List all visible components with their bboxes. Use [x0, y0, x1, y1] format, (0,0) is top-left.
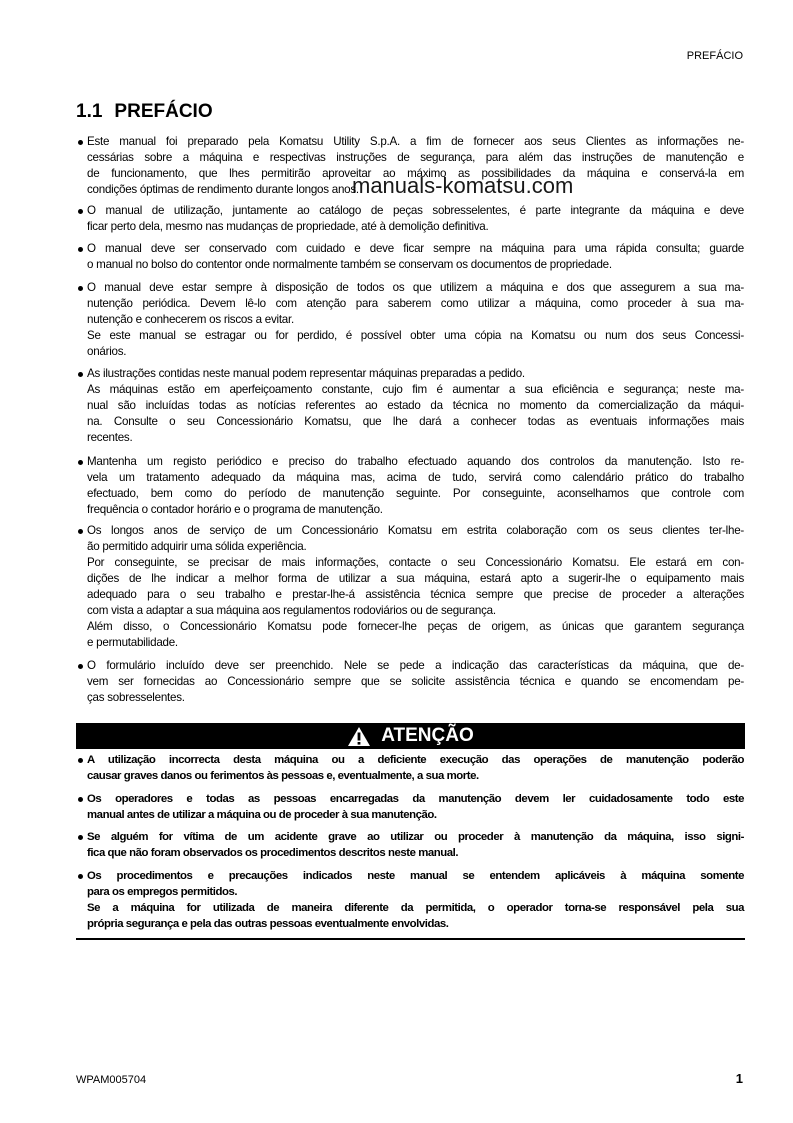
bullet-icon — [78, 209, 83, 214]
running-header: PREFÁCIO — [686, 50, 743, 62]
bullet-icon — [78, 460, 83, 465]
list-item — [78, 454, 744, 518]
text-line: própria segurança e pela das outras pessoas eventualmente envolvidas. — [87, 918, 449, 930]
list-item — [78, 280, 744, 360]
text-line: frequência o contador horário e o programa de manutenção. — [87, 503, 383, 516]
divider — [76, 938, 745, 940]
bullet-icon — [78, 247, 83, 252]
text-line: ficar perto dela, mesmo nas mudanças de propriedade, até à demolição definitiva. — [87, 220, 489, 233]
text-line: O manual deve ser conservado com cuidado e deve ficar sempre na máquina para uma rápida consulta; guarde — [87, 242, 744, 255]
bullet-icon — [78, 529, 83, 534]
section-title — [76, 101, 225, 123]
text-line: nual são incluídas todas as notícias referentes ao estado da técnica no momento da comercialização da máqui- — [87, 399, 744, 412]
text-line: dições de lhe indicar a melhor forma de utilizar a sua máquina, estará apto a sugerir-lhe o equipamento mais — [87, 572, 744, 585]
page-number: 1 — [735, 1071, 743, 1086]
text-line: ças sobresselentes. — [87, 691, 185, 704]
bullet-icon — [78, 835, 83, 840]
text-line: cessárias sobre a máquina e respectivas instruções de segurança, para além das instruções de manutenção e — [87, 151, 744, 164]
list-item — [78, 658, 744, 706]
text-line: fica que não foram observados os procedimentos descritos neste manual. — [87, 847, 459, 859]
warning-triangle-icon — [347, 726, 371, 747]
item-text — [87, 658, 744, 706]
item-text — [87, 523, 744, 651]
text-line: Se este manual se estragar ou for perdido, é possível obter uma cópia na Komatsu ou num dos seus Concessi- — [87, 329, 744, 342]
list-item — [78, 523, 744, 651]
text-line: causar graves danos ou ferimentos às pessoas e, eventualmente, a sua morte. — [87, 770, 479, 782]
warning-title: ATENÇÃO — [381, 725, 474, 746]
text-line: Os procedimentos e precauções indicados neste manual se entendem aplicáveis à máquina somente — [87, 870, 744, 882]
text-line: Além disso, o Concessionário Komatsu pode fornecer-lhe peças de origem, as únicas que garantem segurança — [87, 620, 744, 633]
item-text — [87, 868, 744, 932]
bullet-icon — [78, 140, 83, 145]
text-line: condições óptimas de rendimento durante longos anos. — [87, 183, 359, 196]
text-line: para os empregos permitidos. — [87, 886, 238, 898]
item-text — [87, 280, 744, 360]
text-line: Se alguém for vítima de um acidente grave ao utilizar ou proceder à manutenção da máquina, isso signi- — [87, 831, 744, 843]
document-code: WPAM005704 — [76, 1074, 147, 1086]
bullet-icon — [78, 372, 83, 377]
item-text — [87, 752, 744, 784]
warning-list-item — [78, 791, 744, 823]
item-text — [87, 791, 744, 823]
text-line: vem ser fornecidas ao Concessionário sempre que se solicite assistência técnica e quando se encomendam pe- — [87, 675, 744, 688]
bullet-icon — [78, 874, 83, 879]
text-line: na. Consulte o seu Concessionário Komatsu, que lhe dará a conhecer todas as eventuais informações mais — [87, 415, 744, 428]
warning-list-item — [78, 829, 744, 861]
item-text — [87, 241, 744, 273]
text-line: nutenção e conhecerem os riscos a evitar. — [87, 313, 294, 326]
list-item — [78, 366, 744, 446]
text-line: O manual de utilização, juntamente ao catálogo de peças sobresselentes, é parte integrante da máquina e deve — [87, 204, 744, 217]
text-line: O manual deve estar sempre à disposição de todos os que utilizem a máquina e dos que assegurem a sua ma- — [87, 281, 744, 294]
watermark: manuals-komatsu.com — [352, 173, 574, 198]
text-line: Este manual foi preparado pela Komatsu Utility S.p.A. a fim de fornecer aos seus Clientes as informações ne- — [87, 135, 744, 148]
item-text — [87, 829, 744, 861]
text-line: As máquinas estão em aperfeiçoamento constante, cujo fim é aumentar a sua eficiência e segurança; neste ma- — [87, 383, 744, 396]
text-line: o manual no bolso do contentor onde normalmente também se conservam os documentos de propriedade. — [87, 258, 612, 271]
text-line: Os longos anos de serviço de um Concessionário Komatsu em estrita colaboração com os seus clientes ter-lhe- — [87, 524, 744, 537]
bullet-icon — [78, 286, 83, 291]
bullet-icon — [78, 664, 83, 669]
text-line: A utilização incorrecta desta máquina ou a deficiente execução das operações de manutenção poderão — [87, 754, 744, 766]
text-line: onários. — [87, 345, 127, 358]
section-title-text: PREFÁCIO — [114, 101, 213, 122]
warning-list-item — [78, 868, 744, 932]
section-number: 1.1 — [76, 101, 103, 122]
bullet-icon — [78, 797, 83, 802]
list-item — [78, 203, 744, 235]
text-line: Por conseguinte, se precisar de mais informações, contacte o seu Concessionário Komatsu. Ele estará em con- — [87, 556, 744, 569]
warning-list-item — [78, 752, 744, 784]
text-line: de funcionamento, que lhes permitirão aproveitar ao máximo as possibilidades da máquina e conservá-la em — [87, 167, 744, 180]
warning-banner — [76, 723, 745, 749]
text-line: recentes. — [87, 431, 133, 444]
text-line: O formulário incluído deve ser preenchido. Nele se pede a indicação das características da máquina, que de- — [87, 659, 744, 672]
text-line: As ilustrações contidas neste manual podem representar máquinas preparadas a pedido. — [87, 367, 525, 380]
item-text — [87, 203, 744, 235]
text-line: Mantenha um registo periódico e preciso do trabalho efectuado aquando dos controlos da manutenção. Isto re- — [87, 455, 744, 468]
text-line: Os operadores e todas as pessoas encarregadas da manutenção devem ler cuidadosamente todo este — [87, 793, 744, 805]
text-line: adequado para o seu trabalho e prestar-lhe-á assistência técnica sempre que precise de proceder a alterações — [87, 588, 744, 601]
text-line: vela um tratamento adequado da máquina mas, acima de tudo, servirá como calendário prático do trabalho — [87, 471, 744, 484]
text-line: nutenção periódica. Devem lê-lo com atenção para saberem como utilizar a máquina, como proceder à sua ma- — [87, 297, 744, 310]
text-line: e permutabilidade. — [87, 636, 178, 649]
list-item — [78, 241, 744, 273]
text-line: ão permitido adquirir uma sólida experiência. — [87, 540, 307, 553]
text-line: com vista a adaptar a sua máquina aos regulamentos rodoviários ou de segurança. — [87, 604, 496, 617]
item-text — [87, 366, 744, 446]
text-line: manual antes de utilizar a máquina ou de proceder à sua manutenção. — [87, 809, 437, 821]
text-line: efectuado, bem como do período de manutenção seguinte. Por conseguinte, aconselhamos que controle com — [87, 487, 744, 500]
text-line: Se a máquina for utilizada de maneira diferente da permitida, o operador torna-se responsável pela sua — [87, 902, 744, 914]
bullet-icon — [78, 758, 83, 763]
item-text — [87, 454, 744, 518]
